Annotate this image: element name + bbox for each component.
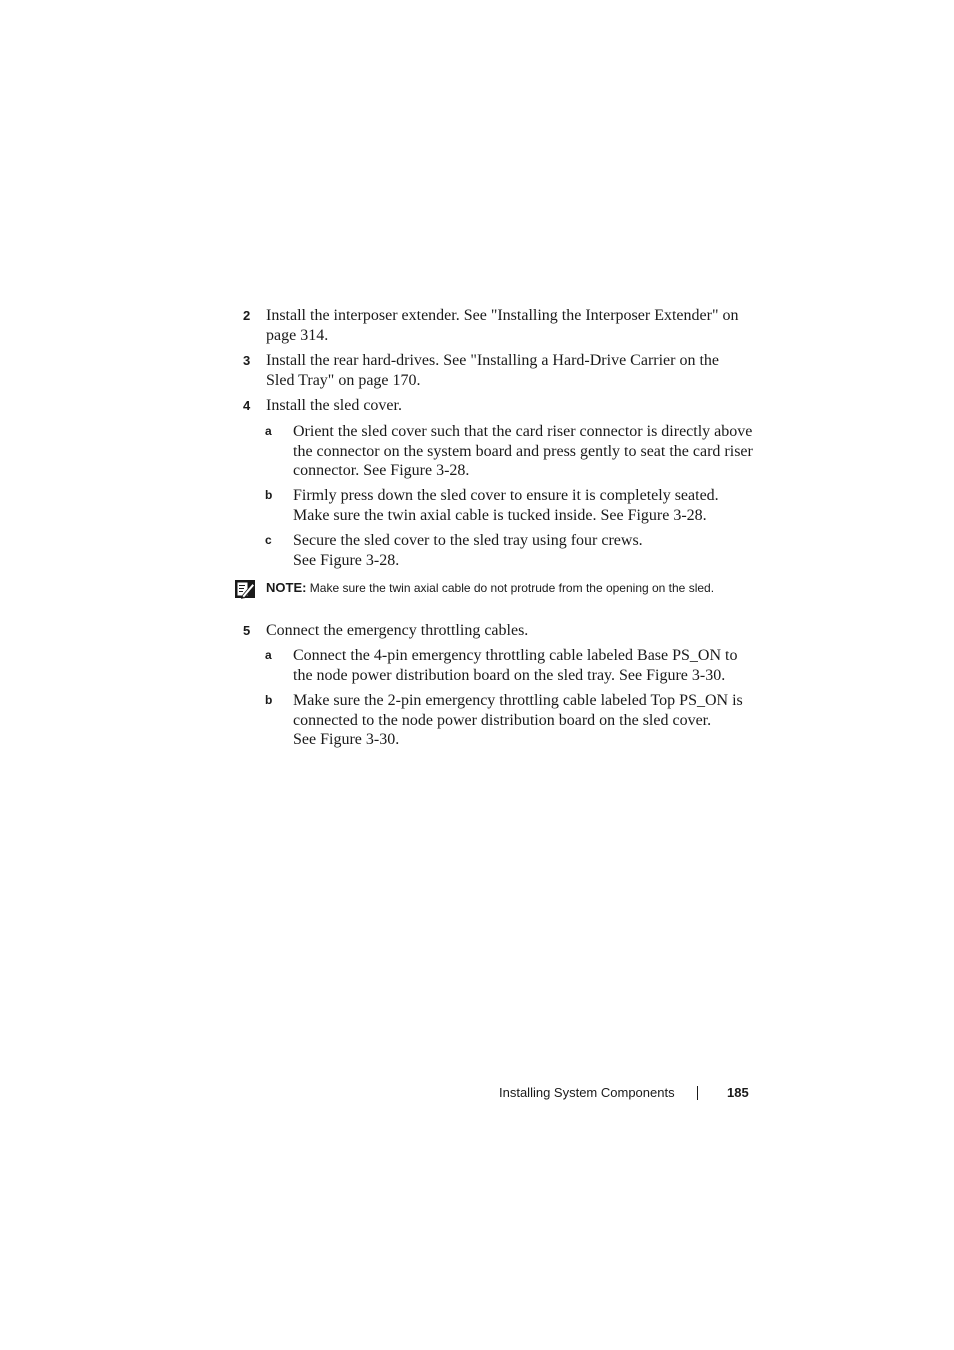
- substep-5b: [265, 691, 755, 751]
- substep-letter: c: [265, 533, 272, 547]
- step-text: Install the sled cover.: [266, 397, 402, 414]
- page-number: 185: [727, 1085, 749, 1100]
- step-number: 5: [243, 623, 251, 638]
- substep-text: [293, 691, 753, 750]
- substep-4b: [265, 486, 755, 526]
- substep-4a: [265, 422, 755, 482]
- substep-5a: [265, 646, 755, 686]
- substep-text-line: Secure the sled cover to the sled tray using four crews.: [293, 532, 643, 549]
- note-box: [266, 579, 736, 597]
- note-text: Make sure the twin axial cable do not protrude from the opening on the sled.: [309, 581, 715, 595]
- substep-letter: b: [265, 488, 273, 502]
- footer-divider: [697, 1086, 698, 1100]
- step-text: Install the interposer extender. See "Installing the Interposer Extender" on page 314.: [266, 307, 739, 344]
- substep-text-line: Make sure the 2-pin emergency throttling cable labeled Top PS_ON is connected to the node power distribution board on the sled cover.: [293, 692, 743, 729]
- step-text: Install the rear hard-drives. See "Installing a Hard-Drive Carrier on the Sled Tray" on page 170.: [266, 352, 720, 389]
- substep-letter: a: [265, 648, 272, 662]
- note-pencil-icon: [234, 579, 256, 599]
- substep-text: Orient the sled cover such that the card riser connector is directly above the connector on the system board and press gently to seat the card riser connector. See Figure 3-28.: [293, 423, 753, 479]
- substep-text-line: See Figure 3-28.: [293, 551, 400, 569]
- step-number: 4: [243, 398, 251, 413]
- step-number: 3: [243, 353, 251, 368]
- substep-letter: b: [265, 693, 273, 707]
- step-number: 2: [243, 308, 251, 323]
- step-2: [243, 306, 753, 346]
- substep-text: [293, 531, 753, 570]
- substep-text: Connect the 4-pin emergency throttling cable labeled Base PS_ON to the node power distribution board on the sled tray. See Figure 3-30.: [293, 647, 738, 684]
- footer-section-title: Installing System Components: [499, 1085, 675, 1100]
- substep-text-line: See Figure 3-30.: [293, 731, 400, 748]
- substep-letter: a: [265, 424, 272, 438]
- step-3: [243, 351, 753, 391]
- step-4: [243, 396, 753, 416]
- substep-text: Firmly press down the sled cover to ensure it is completely seated. Make sure the twin axial cable is tucked inside. See Figure 3-28.: [293, 487, 719, 524]
- step-text: Connect the emergency throttling cables.: [266, 622, 529, 639]
- step-5: [243, 621, 753, 641]
- note-label: NOTE:: [266, 580, 307, 595]
- substep-4c: [265, 531, 755, 571]
